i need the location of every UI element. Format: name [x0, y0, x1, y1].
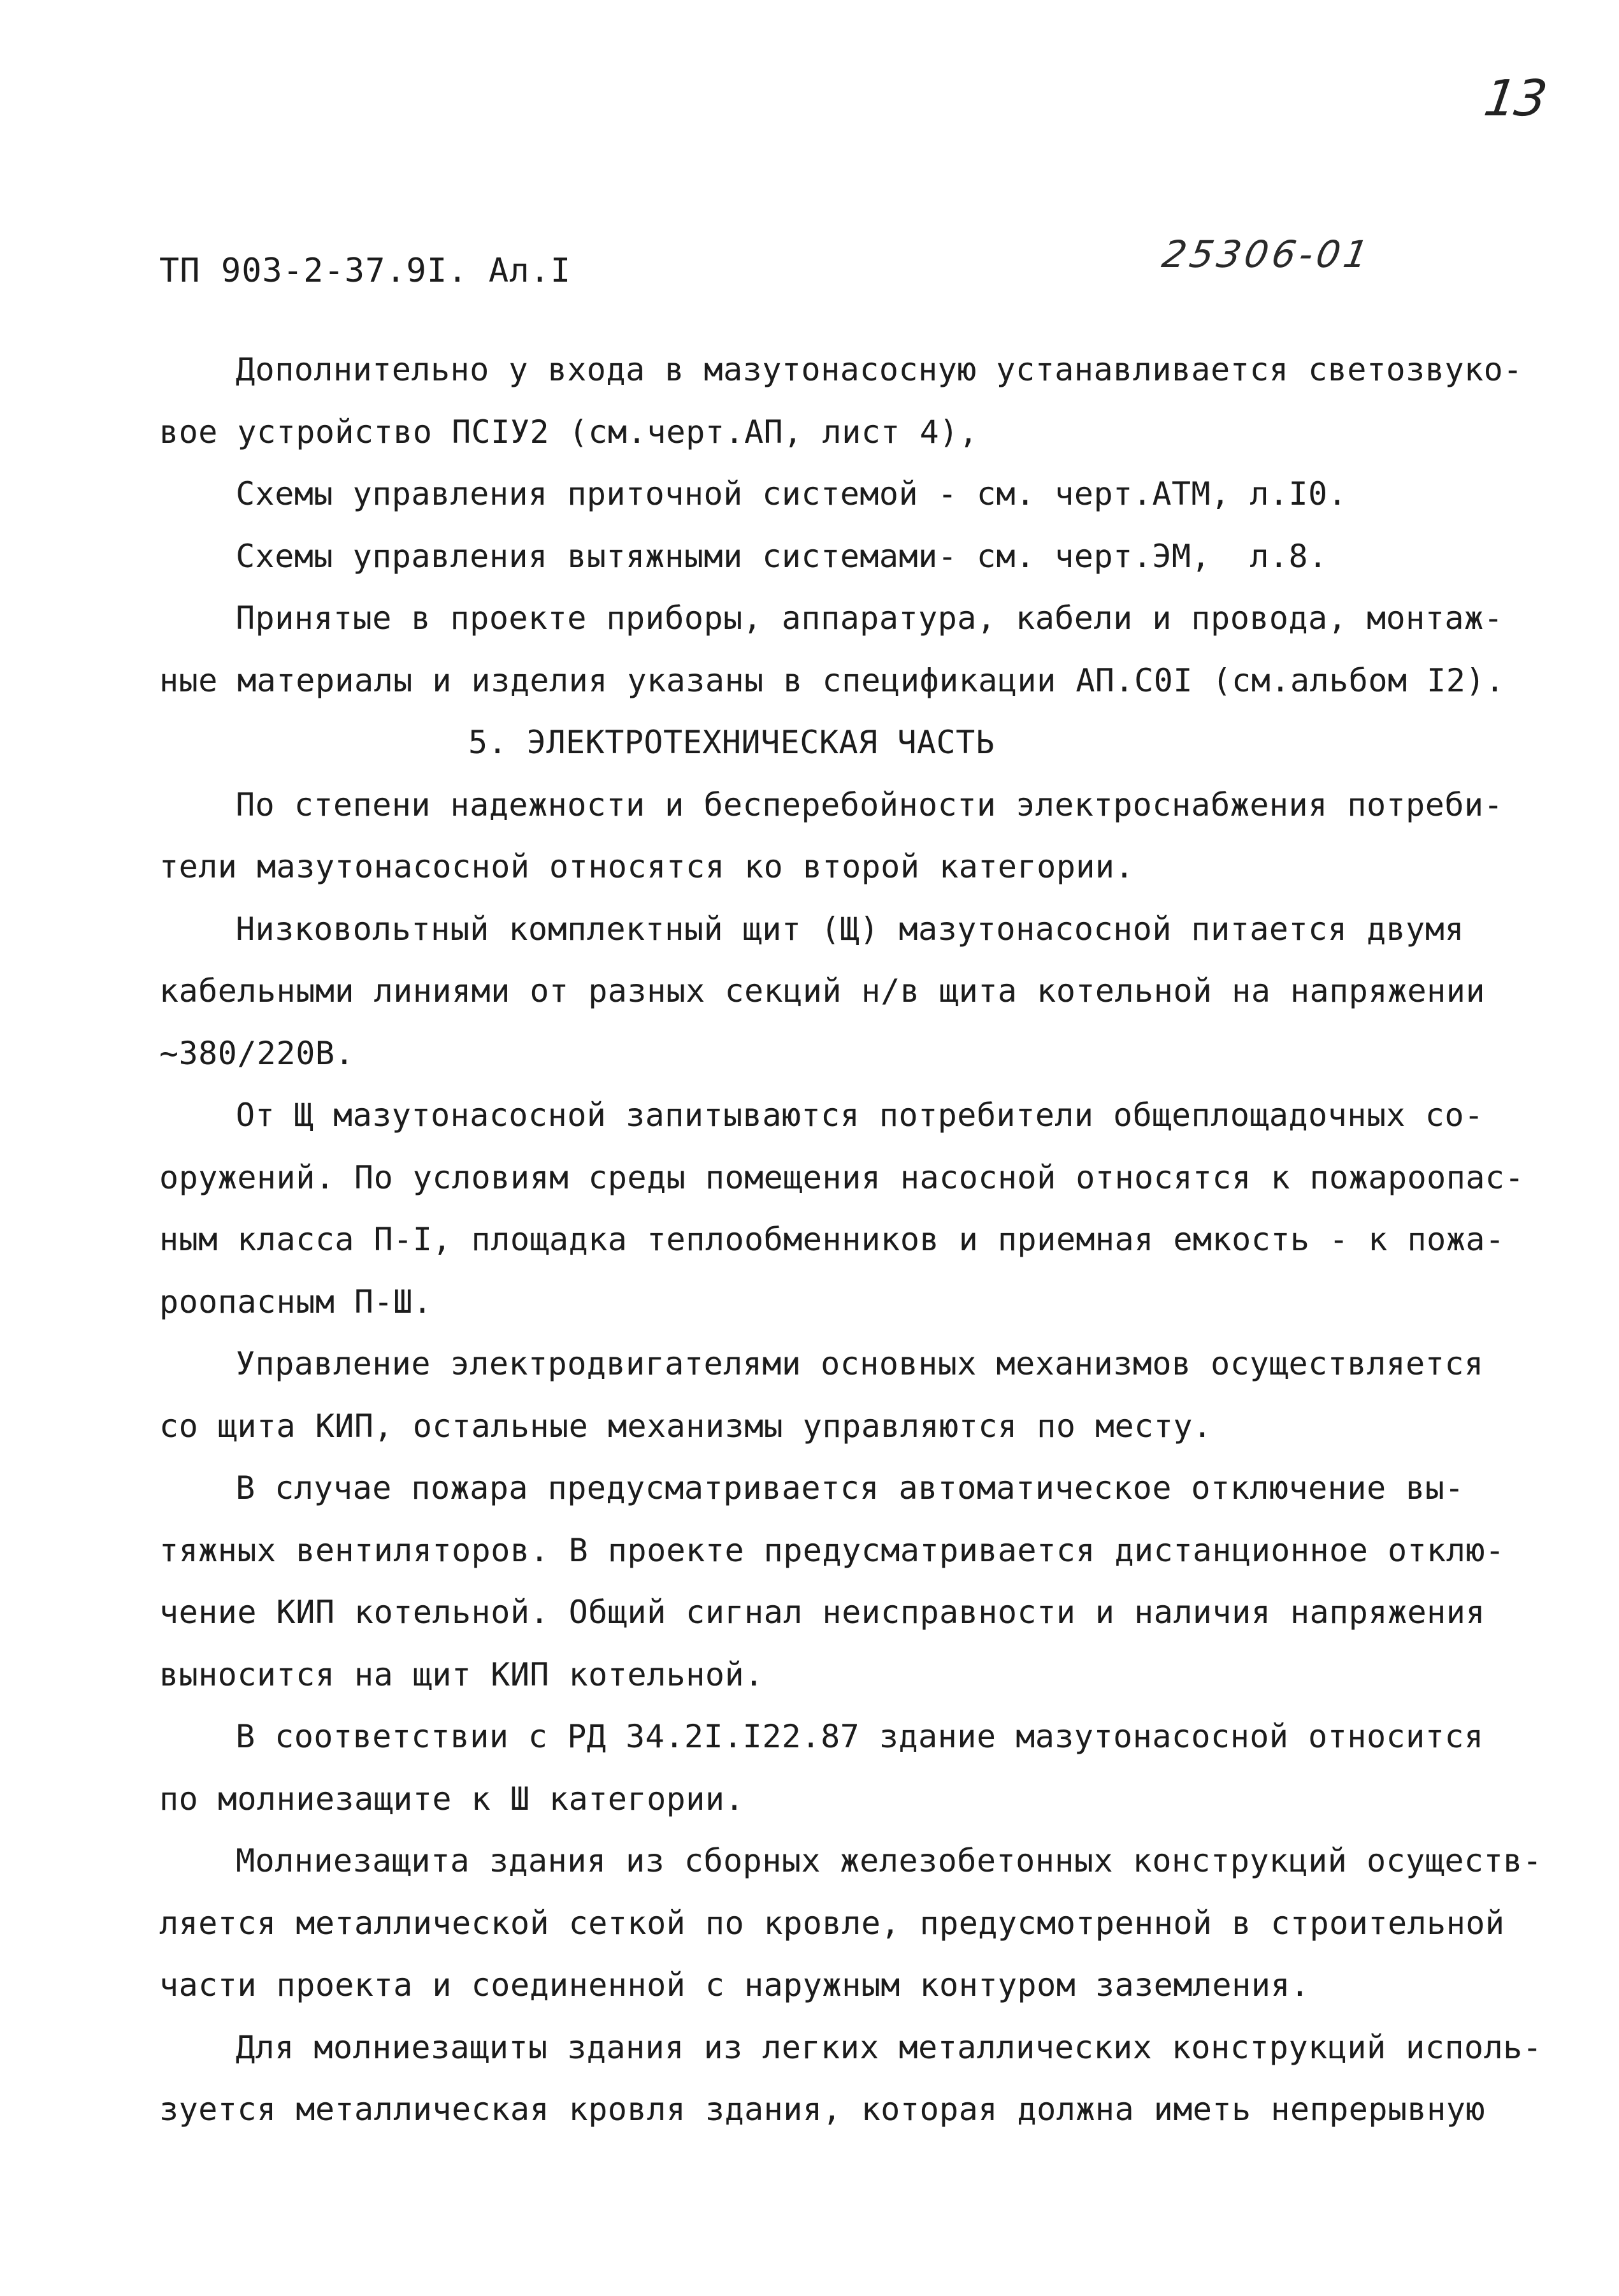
text-line: Дополнительно у входа в мазутонасосную устанавливается светозвуко-: [236, 351, 1523, 388]
text-line: Низковольтный комплектный щит (Щ) мазутонасосной питается двумя: [236, 911, 1464, 948]
text-line: Для молниезащиты здания из легких металлических конструкций исполь-: [236, 2029, 1543, 2066]
text-line: зуется металлическая кровля здания, которая должна иметь непрерывную: [159, 2091, 1485, 2128]
text-line: тели мазутонасосной относятся ко второй категории.: [159, 848, 1135, 885]
text-line: вое устройство ПСIУ2 (см.черт.АП, лист 4),: [159, 414, 979, 451]
page-number: 13: [1480, 70, 1550, 127]
text-line: по молниезащите к Ш категории.: [159, 1780, 745, 1817]
section-heading: 5. ЭЛЕКТРОТЕХНИЧЕСКАЯ ЧАСТЬ: [468, 724, 995, 761]
handwritten-inventory-number: 25306-01: [1159, 233, 1376, 276]
text-line: Управление электродвигателями основных механизмов осуществляется: [236, 1345, 1484, 1382]
text-line: ~380/220В.: [159, 1035, 355, 1072]
text-line: По степени надежности и бесперебойности электроснабжения потреби-: [236, 786, 1504, 823]
text-line: кабельными линиями от разных секций н/в щита котельной на напряжении: [159, 972, 1485, 1009]
text-line: роопасным П-Ш.: [159, 1283, 433, 1320]
text-line: выносится на щит КИП котельной.: [159, 1656, 764, 1693]
text-line: ные материалы и изделия указаны в спецификации АП.С0I (см.альбом I2).: [159, 662, 1505, 699]
document-code: ТП 903-2-37.9I. Ал.I: [159, 252, 572, 290]
text-line: ляется металлической сеткой по кровле, предусмотренной в строительной: [159, 1905, 1505, 1942]
text-line: В соответствии с РД 34.2I.I22.87 здание мазутонасосной относится: [236, 1718, 1484, 1755]
text-line: ным класса П-I, площадка теплообменников и приемная емкость - к пожа-: [159, 1221, 1505, 1258]
text-line: Схемы управления вытяжными системами- см. черт.ЭМ, л.8.: [236, 538, 1328, 575]
text-line: Принятые в проекте приборы, аппаратура, кабели и провода, монтаж-: [236, 600, 1504, 637]
text-line: оружений. По условиям среды помещения насосной относятся к пожароопас-: [159, 1159, 1525, 1196]
text-line: тяжных вентиляторов. В проекте предусматривается дистанционное отклю-: [159, 1532, 1505, 1569]
text-line: Молниезащита здания из сборных железобетонных конструкций осуществ-: [236, 1842, 1543, 1879]
text-line: Схемы управления приточной системой - см. черт.АТМ, л.I0.: [236, 475, 1348, 512]
text-line: со щита КИП, остальные механизмы управляются по месту.: [159, 1408, 1212, 1445]
text-line: чение КИП котельной. Общий сигнал неисправности и наличия напряжения: [159, 1594, 1485, 1631]
text-line: части проекта и соединенной с наружным контуром заземления.: [159, 1967, 1310, 2004]
text-line: От Щ мазутонасосной запитываются потребители общеплощадочных со-: [236, 1097, 1484, 1134]
text-line: В случае пожара предусматривается автоматическое отключение вы-: [236, 1469, 1464, 1506]
